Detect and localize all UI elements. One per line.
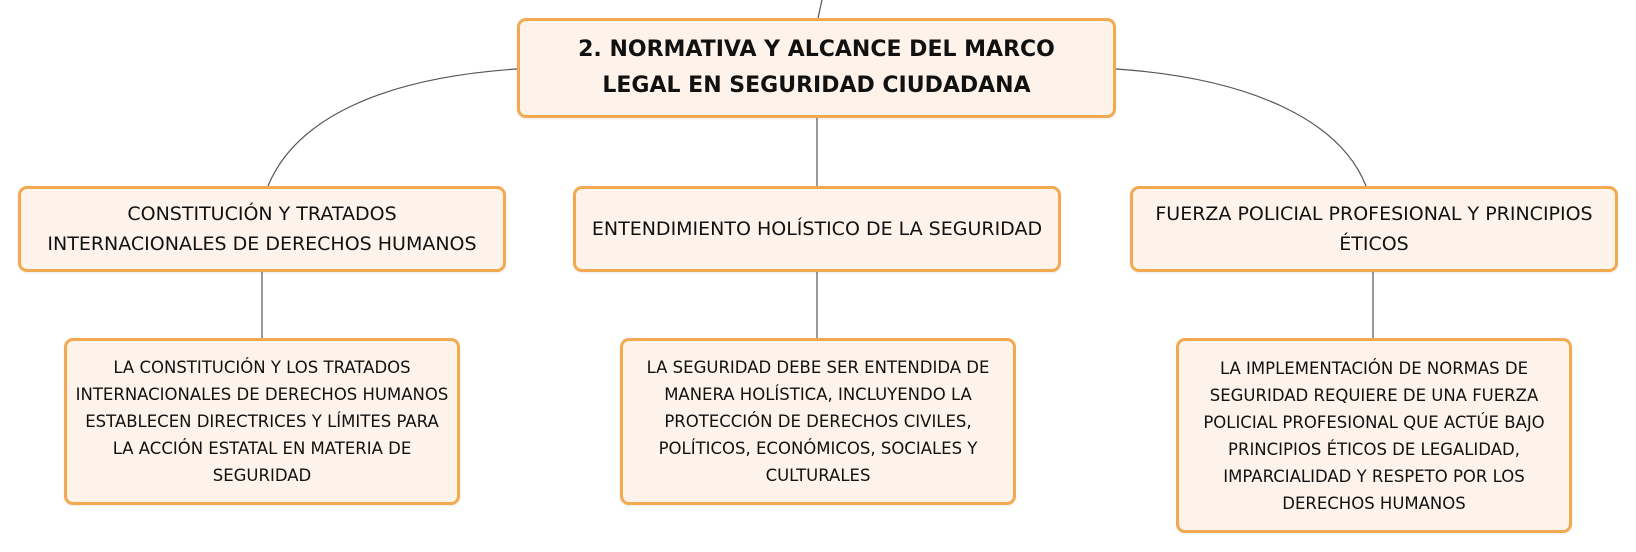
topic-label: CONSTITUCIÓN Y TRATADOS INTERNACIONALES DE DERECHOS HUMANOS (47, 203, 477, 255)
connector-root-to-right (1116, 69, 1366, 186)
connector-incoming (818, 0, 822, 18)
subtopic-text: LA IMPLEMENTACIÓN DE NORMAS DE SEGURIDAD REQUIERE DE UNA FUERZA POLICIAL PROFESIONAL QUE ACTÚE BAJO PRINCIPIOS ÉTICOS DE LEGALIDAD, IMPARCIALIDAD Y RESPETO POR LOS DERECHOS HUMANOS (1203, 358, 1545, 513)
topic-label: ENTENDIMIENTO HOLÍSTICO DE LA SEGURIDAD (591, 218, 1043, 240)
topic-constitucion-tratados[interactable] (18, 186, 506, 272)
subtopic-text: LA SEGURIDAD DEBE SER ENTENDIDA DE MANERA HOLÍSTICA, INCLUYENDO LA PROTECCIÓN DE DERECHOS CIVILES, POLÍTICOS, ECONÓMICOS, SOCIALES Y CULTURALES (646, 358, 990, 485)
subtopic-holistico-detail[interactable] (620, 338, 1016, 505)
subtopic-constitucion-detail[interactable] (64, 338, 460, 505)
topic-entendimiento-holistico[interactable] (573, 186, 1061, 272)
topic-fuerza-policial[interactable] (1130, 186, 1618, 272)
root-topic[interactable] (517, 18, 1116, 118)
subtopic-policial-detail[interactable] (1176, 338, 1572, 533)
subtopic-text: LA CONSTITUCIÓN Y LOS TRATADOS INTERNACIONALES DE DERECHOS HUMANOS ESTABLECEN DIRECTRICES Y LÍMITES PARA LA ACCIÓN ESTATAL EN MATERIA DE SEGURIDAD (75, 358, 449, 485)
topic-label: FUERZA POLICIAL PROFESIONAL Y PRINCIPIOS ÉTICOS (1155, 203, 1593, 255)
root-topic-label: 2. NORMATIVA Y ALCANCE DEL MARCO LEGAL EN SEGURIDAD CIUDADANA (578, 37, 1055, 98)
connector-root-to-left (268, 69, 517, 186)
